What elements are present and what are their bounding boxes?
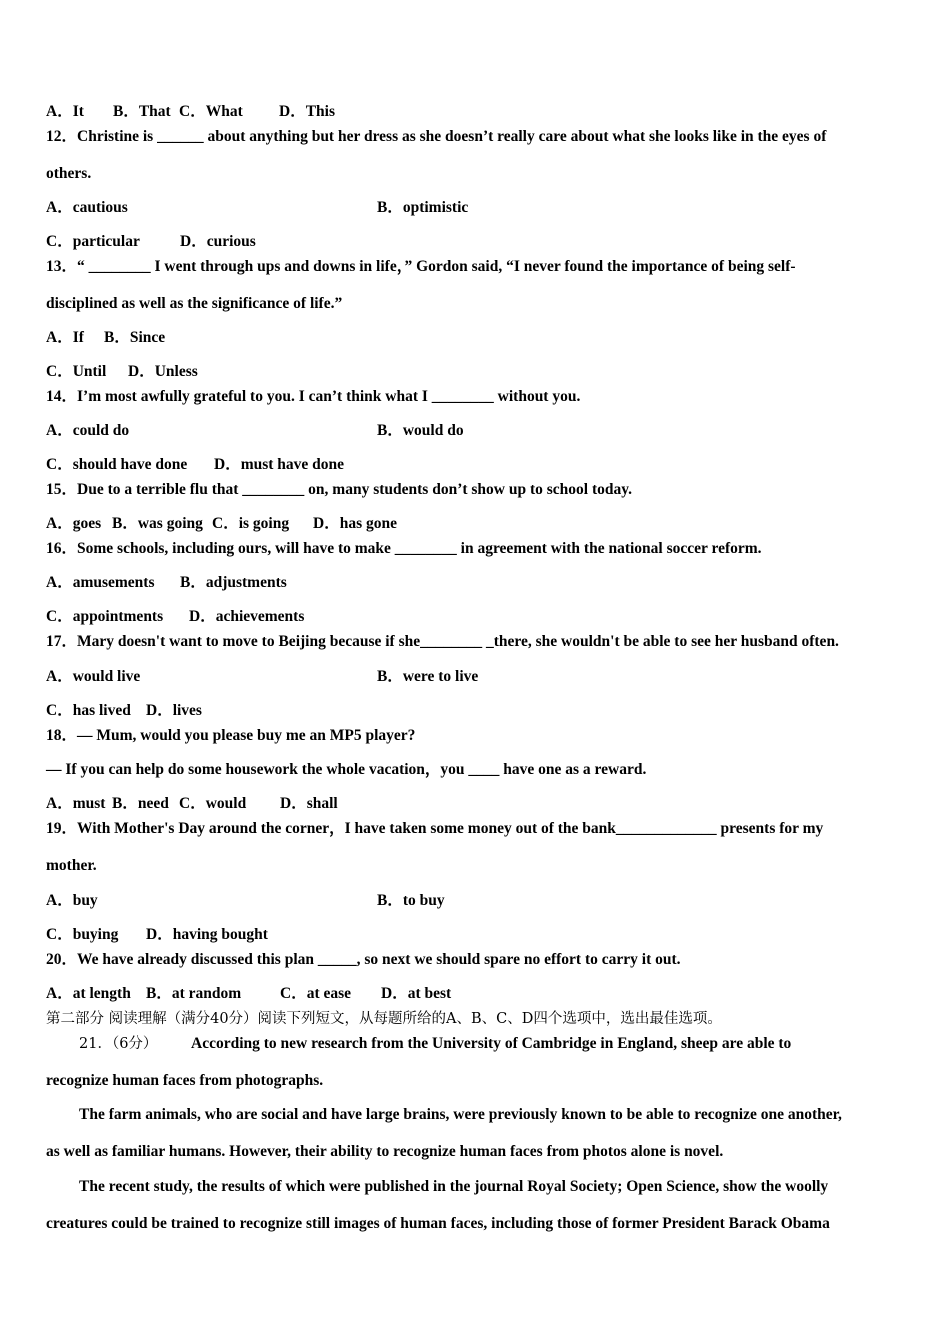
q17-option-c[interactable]: C．has lived xyxy=(46,702,131,719)
q20-options xyxy=(46,984,451,1004)
passage-p3-line1: The recent study, the results of which were published in the journal Royal Society; Open Science, show the woolly xyxy=(79,1178,829,1195)
q11-option-a[interactable]: A．It xyxy=(46,103,84,120)
q16-option-b[interactable]: B．adjustments xyxy=(180,574,287,591)
q13-option-a[interactable]: A．If xyxy=(46,329,84,346)
passage-p2-line1: The farm animals, who are social and have large brains, were previously known to be able to recognize one another, xyxy=(79,1106,842,1123)
q21-line1 xyxy=(79,1034,791,1054)
q13-options-ab xyxy=(46,328,165,348)
q15-options xyxy=(46,514,397,534)
q16-option-a[interactable]: A．amusements xyxy=(46,574,155,591)
q19-option-a[interactable]: A．buy xyxy=(46,892,98,909)
q11-option-c[interactable]: C．What xyxy=(179,103,243,120)
q19-stem-line1: 19．With Mother's Day around the corner，I have taken some money out of the bank_____________ presents for my xyxy=(46,820,824,837)
q11-options xyxy=(46,102,335,122)
q19-option-d[interactable]: D．having bought xyxy=(146,926,268,943)
q20-option-c[interactable]: C．at ease xyxy=(280,985,352,1002)
q13-options-cd xyxy=(46,362,198,382)
q16-options-ab xyxy=(46,573,287,593)
q14-option-c[interactable]: C．should have done xyxy=(46,456,188,473)
q16-stem: 16．Some schools, including ours, will have to make ________ in agreement with the national soccer reform. xyxy=(46,540,762,557)
q19-option-c[interactable]: C．buying xyxy=(46,926,119,943)
q13-stem-line1: 13．“ ________ I went through ups and downs in life，” Gordon said, “I never found the importance of being self- xyxy=(46,258,796,275)
q12-option-c[interactable]: C．particular xyxy=(46,233,140,250)
q21-label: 21．（6分） xyxy=(79,1036,158,1052)
q16-options-cd xyxy=(46,607,304,627)
q18-option-b[interactable]: B．need xyxy=(112,795,169,812)
q12-option-b[interactable]: B．optimistic xyxy=(377,199,469,216)
q15-option-a[interactable]: A．goes xyxy=(46,515,102,532)
q18-option-a[interactable]: A．must xyxy=(46,795,106,812)
q14-stem: 14．I’m most awfully grateful to you. I can’t think what I ________ without you. xyxy=(46,388,581,405)
q20-option-a[interactable]: A．at length xyxy=(46,985,131,1002)
q18-option-d[interactable]: D．shall xyxy=(280,795,338,812)
passage-p1-line2: recognize human faces from photographs. xyxy=(46,1072,324,1089)
q12-option-d[interactable]: D．curious xyxy=(180,233,256,250)
q16-option-d[interactable]: D．achievements xyxy=(189,608,305,625)
q20-option-d[interactable]: D．at best xyxy=(381,985,452,1002)
passage-p2-line2: as well as familiar humans. However, their ability to recognize human faces from photos alone is novel. xyxy=(46,1143,724,1160)
section2-heading: 第二部分 阅读理解（满分40分）阅读下列短文，从每题所给的A、B、C、D四个选项中，选出最佳选项。 xyxy=(46,1011,722,1027)
passage-p1-line1: According to new research from the University of Cambridge in England, sheep are able to xyxy=(191,1035,792,1052)
q14-option-b[interactable]: B．would do xyxy=(377,422,464,439)
q18-option-c[interactable]: C．would xyxy=(179,795,247,812)
q18-stem-line1: 18．— Mum, would you please buy me an MP5 player? xyxy=(46,727,416,744)
q14-option-d[interactable]: D．must have done xyxy=(214,456,345,473)
q18-stem-line2: — If you can help do some housework the whole vacation，you ____ have one as a reward. xyxy=(46,761,647,778)
q17-stem: 17．Mary doesn't want to move to Beijing because if she________ _there, she wouldn't be able to see her husband often. xyxy=(46,633,839,650)
q11-option-b[interactable]: B．That xyxy=(113,103,171,120)
q17-option-b[interactable]: B．were to live xyxy=(377,668,479,685)
q13-option-c[interactable]: C．Until xyxy=(46,363,107,380)
q19-options-cd xyxy=(46,925,268,945)
q15-option-b[interactable]: B．was going xyxy=(112,515,203,532)
q16-option-c[interactable]: C．appointments xyxy=(46,608,164,625)
q19-stem-line2: mother. xyxy=(46,857,97,874)
q19-option-b[interactable]: B．to buy xyxy=(377,892,445,909)
q15-option-c[interactable]: C．is going xyxy=(212,515,290,532)
q20-stem: 20．We have already discussed this plan _____, so next we should spare no effort to carry it out. xyxy=(46,951,681,968)
q11-option-d[interactable]: D．This xyxy=(279,103,335,120)
q15-option-d[interactable]: D．has gone xyxy=(313,515,397,532)
q13-option-d[interactable]: D．Unless xyxy=(128,363,198,380)
q18-options xyxy=(46,794,338,814)
passage-p3-line2: creatures could be trained to recognize still images of human faces, including those of former President Barack Obama xyxy=(46,1215,830,1232)
q13-stem-line2: disciplined as well as the significance of life.” xyxy=(46,295,343,312)
q12-stem-line1: 12．Christine is ______ about anything but her dress as she doesn’t really care about what she looks like in the eyes of xyxy=(46,128,827,145)
q13-option-b[interactable]: B．Since xyxy=(104,329,166,346)
q17-options-cd xyxy=(46,701,202,721)
q14-option-a[interactable]: A．could do xyxy=(46,422,130,439)
q12-option-a[interactable]: A．cautious xyxy=(46,199,128,216)
q17-option-d[interactable]: D．lives xyxy=(146,702,202,719)
q12-options-cd xyxy=(46,232,256,252)
q17-option-a[interactable]: A．would live xyxy=(46,668,141,685)
q12-stem-line2: others. xyxy=(46,165,92,182)
q15-stem: 15．Due to a terrible flu that ________ on, many students don’t show up to school today. xyxy=(46,481,633,498)
q20-option-b[interactable]: B．at random xyxy=(146,985,242,1002)
q14-options-cd xyxy=(46,455,344,475)
